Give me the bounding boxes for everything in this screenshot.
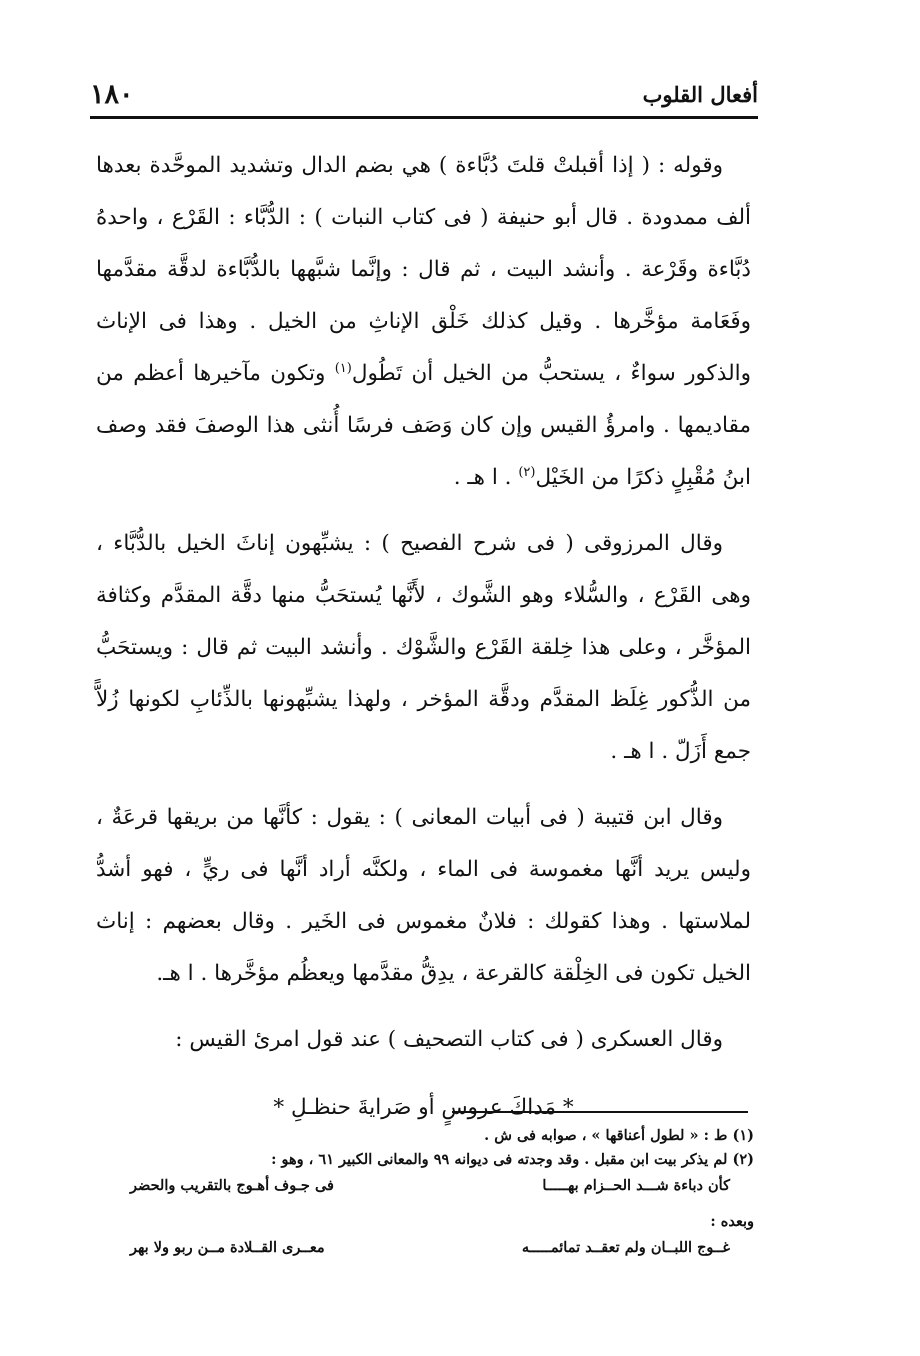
paragraph-1-end: . ا هـ . bbox=[453, 465, 519, 490]
footnotes bbox=[94, 1124, 754, 1262]
paragraph-3: وقال ابن قتيبة ( فى أبيات المعانى ) : يقول : كأنَّها من بريقها قرعَةٌ ، وليس يريد أنَّها مغموسة فى الماء ، ولكنَّه أراد أنَّها فى ريٍّ ، فهو أشدُّ لملاستها . وهذا كقولك : فلانٌ مغموس فى الخَير . وقال بعضهم : إناث الخيل تكون فى الخِلْقة كالقرعة ، يدِقُّ مقدَّمها ويعظُم مؤخَّرها . ا هـ. bbox=[96, 805, 751, 986]
footnote-1: (١) ط : « لطول أعناقها » ، صوابه فى ش . bbox=[484, 1127, 754, 1144]
footnote-rule bbox=[452, 1111, 748, 1113]
footnote-marker-2: (٢) bbox=[518, 464, 536, 480]
main-text bbox=[96, 140, 751, 1134]
verse-line: * مَداكَ عروسٍ أو صَرايةَ حنظـلِ * bbox=[273, 1095, 574, 1120]
paragraph-2: وقال المرزوقى ( فى شرح الفصيح ) : يشبِّهون إناثَ الخيل بالدُّبَّاء ، وهى القَرْع ، والسُّلاء وهو الشَّوك ، لأَنَّها يُستحَبُّ منها دقَّة المقدَّم وكثافة المؤخَّر ، وعلى هذا خِلقة القَرْع والشَّوْك . وأنشد البيت ثم قال : ويستحَبُّ من الذُّكور غِلَظ المقدَّم ودقَّة المؤخر ، ولهذا يشبِّهونها بالذِّئابِ لكونها زُلاًّ جمع أَزَلّ . ا هـ . bbox=[96, 531, 751, 764]
paragraph-1-text: وقوله : ( إذا أقبلتْ قلتَ دُبَّاءة ) هي بضم الدال وتشديد الموحَّدة بعدها ألف ممدودة . قال أبو حنيفة ( فى كتاب النبات ) : الدُّبَّاء : القَرْع ، واحدهُ دُبَّاءة وقَرْعة . وأنشد البيت ، ثم قال : وإنَّما شبَّهها بالدُّبَّاءة لدقَّة مقدَّمها وفَعَامة مؤخَّرها . وقيل كذلك خَلْق الإناثِ من الخيل . وهذا فى الإناث والذكور سواءٌ ، يستحبُّ من الخيل أن تَطُول bbox=[96, 153, 751, 386]
header-rule bbox=[90, 116, 758, 119]
poem-hemistich: فى جـوف أهـوج بالتقريب والحضر bbox=[130, 1177, 334, 1194]
poem-hemistich: كأن دباءة شـــد الحــزام بهـــــا bbox=[542, 1177, 730, 1194]
poem-hemistich: معــرى القــلادة مــن ربو ولا بهر bbox=[130, 1239, 325, 1256]
page-header bbox=[90, 74, 758, 110]
paragraph-1-text-cont: وتكون مآخيرها أعظم من مقاديمها . وامرؤُ القيس وإن كان وَصَف فرسًا أُنثى هذا الوصفَ فقد وصف ابنُ مُقْبِلٍ ذكرًا من الخَيْل bbox=[96, 361, 751, 490]
page-number: ١٨٠ bbox=[90, 79, 134, 110]
footnote-continuation: وبعده : bbox=[710, 1213, 754, 1230]
footnote-poem-line-2 bbox=[94, 1236, 754, 1260]
paragraph-1 bbox=[96, 140, 751, 504]
footnote-poem-line-1 bbox=[94, 1174, 754, 1198]
paragraph-4: وقال العسكرى ( فى كتاب التصحيف ) عند قول امرئ القيس : bbox=[175, 1027, 723, 1052]
running-title: أفعال القلوب bbox=[642, 82, 758, 107]
footnote-2: (٢) لم يذكر بيت ابن مقبل . وقد وجدته فى ديوانه ٩٩ والمعانى الكبير ٦١ ، وهو : bbox=[271, 1151, 754, 1168]
footnote-marker-1: (١) bbox=[334, 360, 352, 376]
poem-hemistich: غــوج اللبــان ولم تعقــد تمائمـــــه bbox=[521, 1239, 730, 1256]
